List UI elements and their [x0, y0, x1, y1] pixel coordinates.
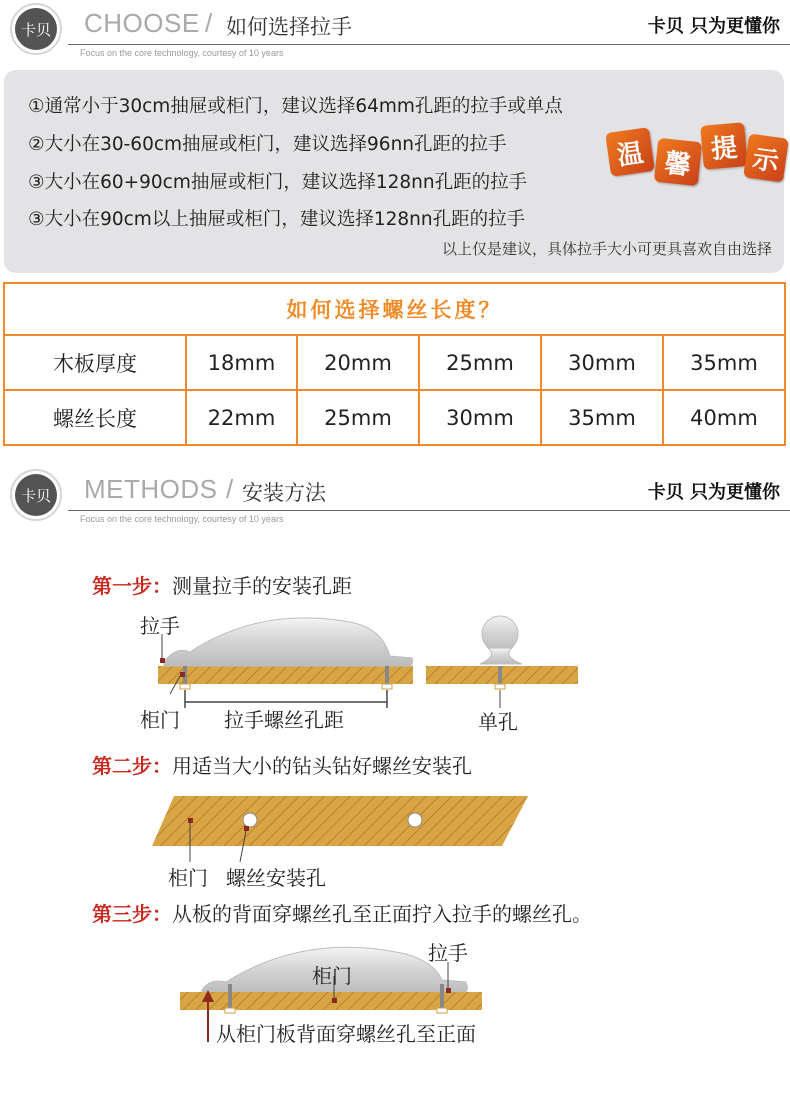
choose-header [0, 0, 790, 62]
step-2 [92, 750, 472, 779]
tip-item: ②大小在30-60cm抽屉或柜门，建议选择96nn孔距的拉手 [28, 134, 507, 155]
warm-tip-stamp-char: 温 [605, 127, 655, 177]
title-slash: / [205, 8, 213, 38]
table-title: 如何选择螺丝长度？ [5, 284, 784, 336]
tip-item: ③大小在60+90cm抽屉或柜门，建议选择128nn孔距的拉手 [28, 172, 528, 193]
warm-tip-stamp-char: 馨 [654, 138, 702, 186]
section-title-en: METHODS [84, 474, 218, 504]
table-cell: 30mm [542, 336, 664, 389]
step-text: 测量拉手的安装孔距 [172, 574, 352, 598]
section-title-cn: 安装方法 [242, 481, 326, 505]
tip-item: ①通常小于30cm抽屉或柜门，建议选择64mm孔距的拉手或单点 [28, 96, 563, 117]
table-cell: 20mm [298, 336, 420, 389]
label-screw-hole: 螺丝安装孔 [226, 866, 326, 890]
drilled-board [152, 796, 528, 846]
section-title-cn: 如何选择拉手 [226, 15, 352, 39]
title-slash: / [226, 474, 234, 504]
brand-logo [10, 469, 62, 521]
step-text: 用适当大小的钻头钻好螺丝安装孔 [172, 754, 472, 778]
step-1-illustration [150, 612, 590, 722]
header-divider [68, 510, 790, 511]
table-cell: 25mm [420, 336, 542, 389]
header-divider [68, 44, 790, 45]
knob-neck [480, 648, 522, 664]
warm-tip-stamp-char: 示 [743, 133, 789, 182]
door-board [158, 666, 413, 684]
methods-header [0, 466, 790, 528]
label-handle: 拉手 [140, 614, 180, 638]
brand-slogan: 卡贝 只为更懂你 [647, 482, 780, 503]
label-single-hole: 单孔 [478, 710, 518, 734]
label-hole-distance: 拉手螺丝孔距 [224, 708, 344, 732]
warm-tip-stamp-char: 提 [700, 122, 748, 170]
table-cell: 22mm [187, 391, 298, 444]
screw-length-table [3, 282, 786, 446]
label-back-to-front: 从柜门板背面穿螺丝孔至正面 [216, 1022, 476, 1046]
table-cell: 35mm [542, 391, 664, 444]
label-door: 柜门 [140, 708, 180, 732]
brand-logo-text: 卡贝 [15, 474, 57, 516]
header-subtitle: Focus on the core technology, courtesy of 10 years [80, 514, 284, 524]
table-row [5, 391, 784, 444]
screw [385, 666, 389, 686]
table-cell: 25mm [298, 391, 420, 444]
row-label: 螺丝长度 [5, 391, 187, 444]
row-label: 木板厚度 [5, 336, 187, 389]
brand-logo [10, 3, 62, 55]
table-cell: 35mm [690, 350, 758, 375]
screw-hole [243, 813, 257, 827]
step-1 [92, 570, 352, 599]
handle-shape [164, 618, 413, 666]
table-row [5, 336, 784, 391]
screw-head [180, 684, 190, 689]
tips-note: 以上仅是建议，具体拉手大小可更具喜欢自由选择 [441, 240, 772, 258]
label-door: 柜门 [168, 866, 208, 890]
screw [228, 984, 232, 1008]
section-title-en: CHOOSE [84, 8, 200, 38]
tips-box [4, 70, 784, 273]
table-cell: 30mm [420, 391, 542, 444]
step-3 [92, 898, 592, 927]
tip-item: ③大小在90cm以上抽屉或柜门，建议选择128nn孔距的拉手 [28, 209, 526, 230]
brand-logo-text: 卡贝 [15, 8, 57, 50]
screw [440, 984, 444, 1008]
table-cell: 18mm [187, 336, 298, 389]
screw-head [382, 684, 392, 689]
table-cell: 40mm [690, 405, 758, 430]
screw-hole [408, 813, 422, 827]
step-prefix: 第二步： [92, 754, 172, 778]
step-prefix: 第三步： [92, 902, 172, 926]
knob-head [482, 616, 518, 652]
brand-slogan: 卡贝 只为更懂你 [647, 16, 780, 37]
label-handle: 拉手 [428, 941, 468, 965]
door-board [180, 992, 482, 1010]
step-text: 从板的背面穿螺丝孔至正面拧入拉手的螺丝孔。 [172, 902, 592, 926]
step-prefix: 第一步： [92, 574, 172, 598]
header-subtitle: Focus on the core technology, courtesy of 10 years [80, 48, 284, 58]
label-door: 柜门 [312, 964, 352, 988]
